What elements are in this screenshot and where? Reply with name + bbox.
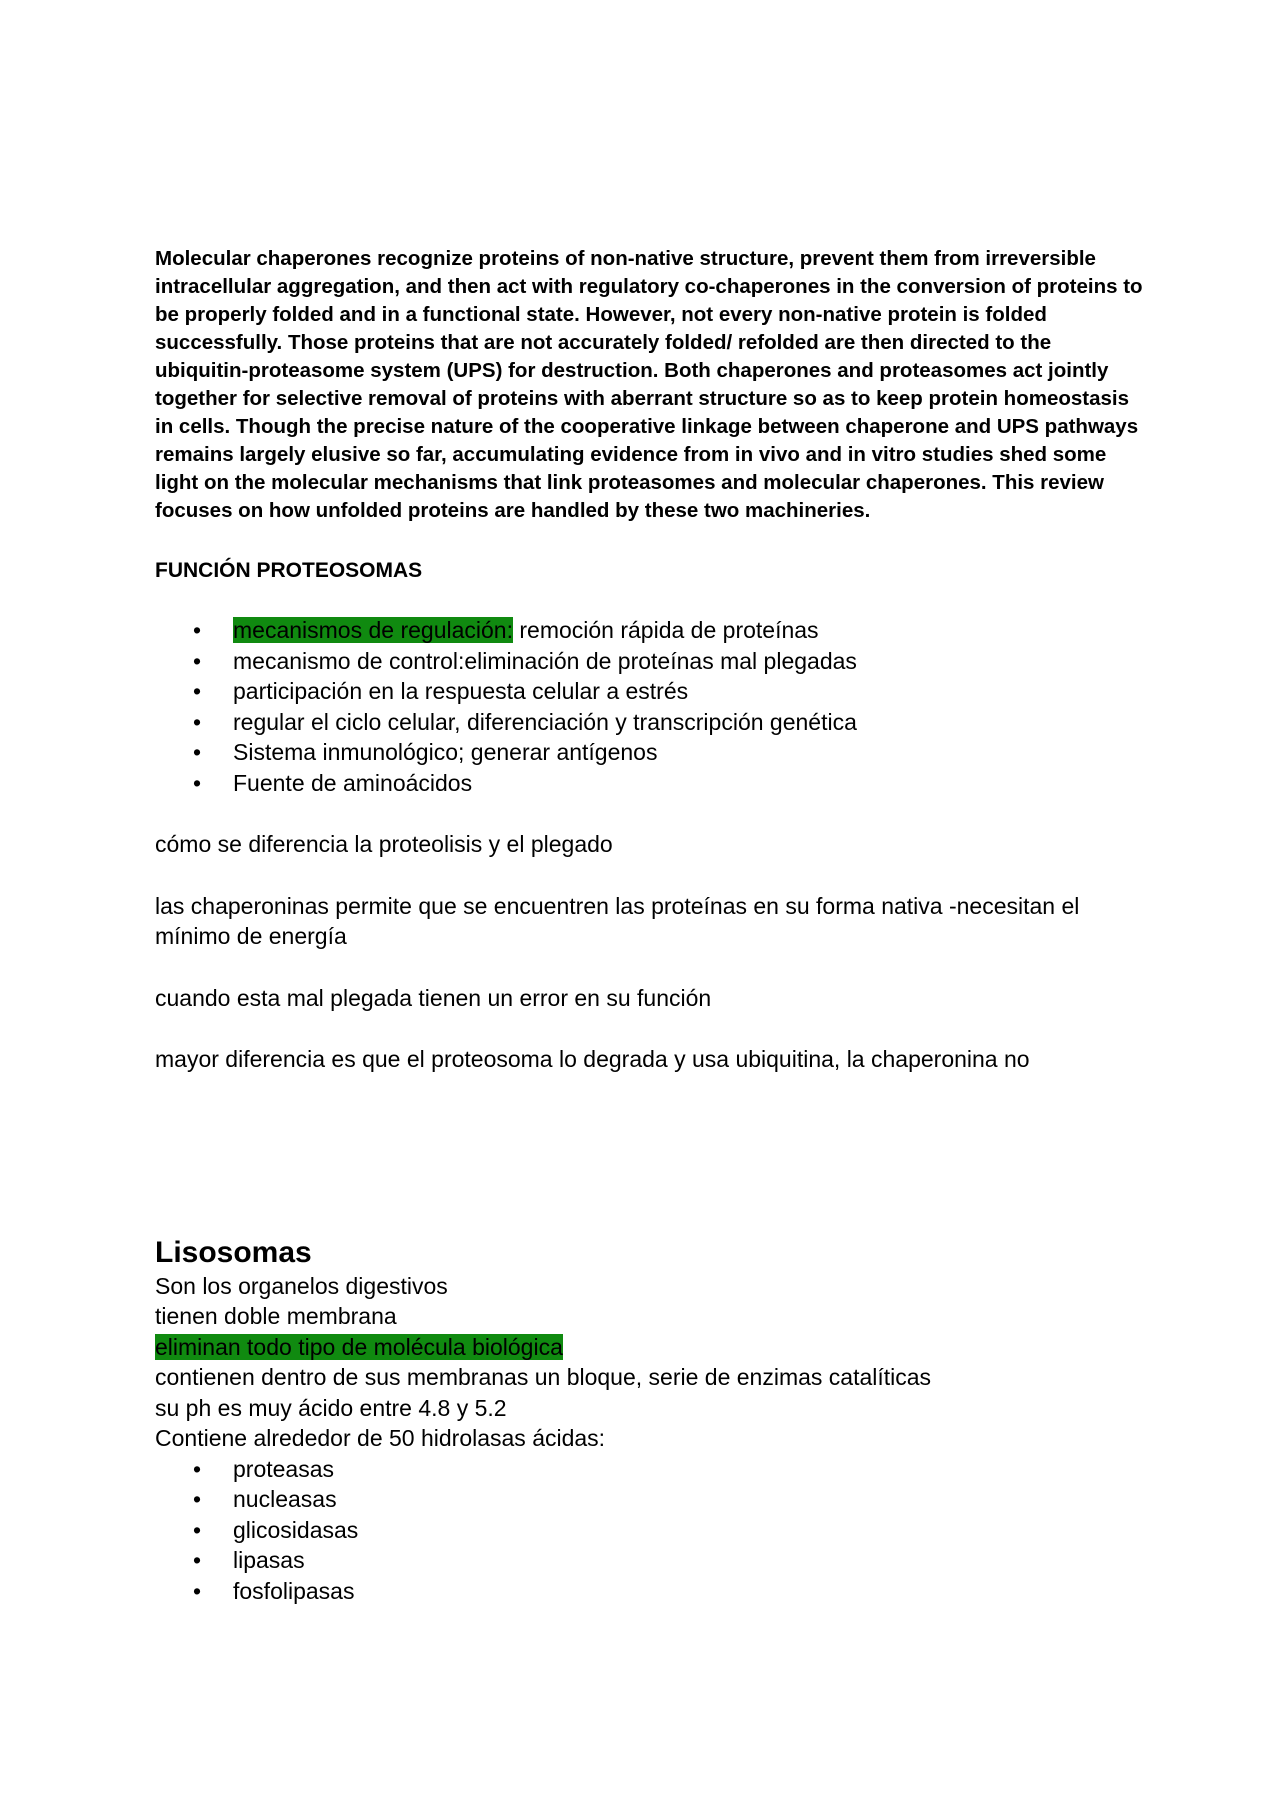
bullet-marker: • xyxy=(193,1577,202,1604)
proteosomas-function-list xyxy=(155,615,1145,798)
highlighted-text: eliminan todo tipo de molécula biológica xyxy=(155,1333,563,1360)
list-item xyxy=(155,646,1145,677)
list-item-text: mecanismo de control:eliminación de proteínas mal plegadas xyxy=(233,647,857,674)
highlighted-text: mecanismos de regulación: xyxy=(233,617,513,643)
list-item xyxy=(155,1454,1145,1485)
list-item-text: lipasas xyxy=(233,1547,305,1573)
list-item xyxy=(155,1576,1145,1607)
lisosomas-line: Contiene alrededor de 50 hidrolasas ácidas: xyxy=(155,1425,606,1451)
lisosomas-section xyxy=(155,1235,1145,1607)
list-item-text: remoción rápida de proteínas xyxy=(512,617,819,643)
list-item-text: regular el ciclo celular, diferenciación y transcripción genética xyxy=(233,708,857,735)
lisosomas-line: contienen dentro de sus membranas un bloque, serie de enzimas catalíticas xyxy=(155,1364,932,1390)
list-item-text: proteasas xyxy=(233,1455,335,1482)
bullet-marker: • xyxy=(193,1486,202,1512)
bullet-marker: • xyxy=(193,1516,202,1543)
list-item xyxy=(155,615,1145,646)
note-paragraph: cuando esta mal plegada tienen un error en su función xyxy=(155,984,712,1011)
bullet-marker: • xyxy=(193,769,202,796)
lisosomas-line: su ph es muy ácido entre 4.8 y 5.2 xyxy=(155,1394,507,1421)
list-item xyxy=(155,676,1145,707)
lisosomas-line: tienen doble membrana xyxy=(155,1303,397,1329)
list-item-text: nucleasas xyxy=(233,1486,337,1512)
list-item-text: Fuente de aminoácidos xyxy=(233,769,473,796)
note-paragraph: las chaperoninas permite que se encuentren las proteínas en su forma nativa -necesitan el mínimo de energía xyxy=(155,892,1080,949)
abstract-paragraph: Molecular chaperones recognize proteins of non-native structure, prevent them from irreversible intracellular aggregation, and then act with regulatory co-chaperones in the conversion of proteins to be properly folded and in a functional state. However, not every non-native protein is folded successfully. Those proteins that are not accurately folded/ refolded are then directed to the ubiquitin-proteasome system (UPS) for destruction. Both chaperones and proteasomes act jointly together for selective removal of proteins with aberrant structure so as to keep protein homeostasis in cells. Though the precise nature of the cooperative linkage between chaperone and UPS pathways remains largely elusive so far, accumulating evidence from in vivo and in vitro studies shed some light on the molecular mechanisms that link proteasomes and molecular chaperones. This review focuses on how unfolded proteins are handled by these two machineries. xyxy=(155,247,1143,522)
list-item-text: Sistema inmunológico; generar antígenos xyxy=(233,739,658,765)
list-item xyxy=(155,768,1145,799)
note-paragraph: mayor diferencia es que el proteosoma lo degrada y usa ubiquitina, la chaperonina no xyxy=(155,1046,1030,1072)
list-item-text: glicosidasas xyxy=(233,1516,359,1543)
document-page xyxy=(155,245,1145,1606)
note-paragraph: cómo se diferencia la proteolisis y el plegado xyxy=(155,831,613,857)
bullet-marker: • xyxy=(193,1547,202,1573)
list-item xyxy=(155,1515,1145,1546)
lisosomas-heading: Lisosomas xyxy=(155,1235,312,1269)
bullet-marker: • xyxy=(193,617,202,643)
lisosomas-line: Son los organelos digestivos xyxy=(155,1272,448,1299)
bullet-marker: • xyxy=(193,739,202,765)
bullet-marker: • xyxy=(193,647,202,674)
proteosomas-heading: FUNCIÓN PROTEOSOMAS xyxy=(155,559,423,582)
lisosomas-highlight-line xyxy=(155,1332,1145,1363)
bullet-marker: • xyxy=(193,678,202,704)
list-item-text: participación en la respuesta celular a estrés xyxy=(233,678,689,704)
list-item xyxy=(155,1545,1145,1576)
list-item xyxy=(155,1484,1145,1515)
bullet-marker: • xyxy=(193,708,202,735)
list-item xyxy=(155,737,1145,768)
bullet-marker: • xyxy=(193,1455,202,1482)
hidrolasas-list xyxy=(155,1454,1145,1607)
list-item-text: fosfolipasas xyxy=(233,1577,355,1604)
list-item xyxy=(155,707,1145,738)
